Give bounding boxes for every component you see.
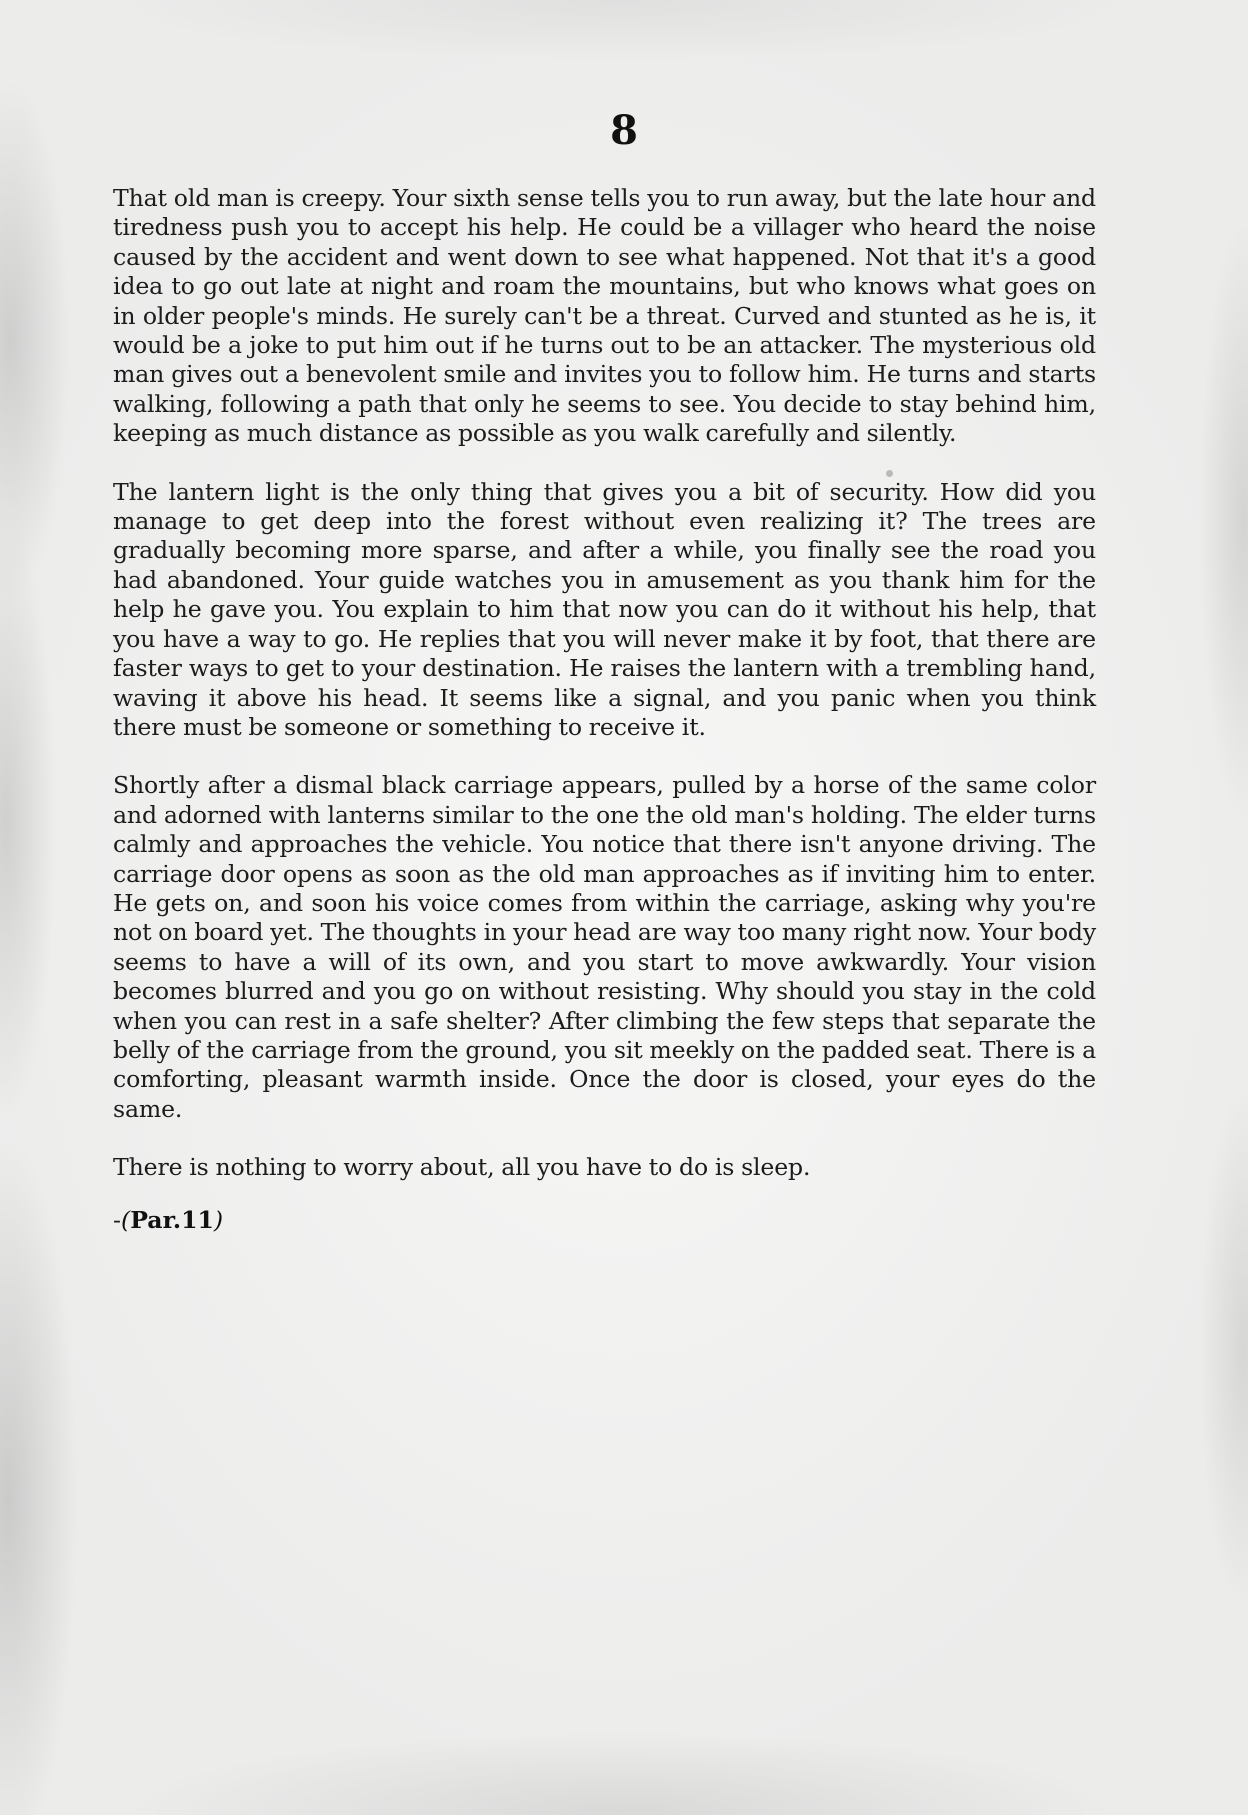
reference-open-paren: ( — [120, 1205, 131, 1234]
paragraph-reference — [113, 1206, 1096, 1235]
story-text — [113, 184, 1096, 1235]
paragraph-2: The lantern light is the only thing that gives you a bit of security. How did you manage to get deep into the forest without even realizing it? The trees are gradually becoming more sparse, and after a while, you finally see the road you had abandoned. Your guide watches you in amusement as you thank him for the help he gave you. You explain to him that now you can do it without his help, that you have a way to go. He replies that you will never make it by foot, that there are faster ways to get to your destination. He raises the lantern with a trembling hand, waving it above his head. It seems like a signal, and you panic when you think there must be someone or something to receive it. — [113, 477, 1096, 741]
go-to-paragraph-link[interactable] — [121, 1206, 223, 1234]
section-number: 8 — [610, 107, 638, 154]
reference-close-paren: ) — [213, 1205, 224, 1234]
reference-label: Par.11 — [130, 1205, 214, 1234]
reference-prefix: - — [113, 1205, 121, 1234]
paragraph-3: Shortly after a dismal black carriage appears, pulled by a horse of the same color and adorned with lanterns similar to the one the old man's holding. The elder turns calmly and approaches the vehicle. You notice that there isn't anyone driving. The carriage door opens as soon as the old man approaches as if inviting him to enter. He gets on, and soon his voice comes from within the carriage, asking why you're not on board yet. The thoughts in your head are way too many right now. Your body seems to have a will of its own, and you start to move awkwardly. Your vision becomes blurred and you go on without resisting. Why should you stay in the cold when you can rest in a safe shelter? After climbing the few steps that separate the belly of the carriage from the ground, you sit meekly on the padded seat. There is a comforting, pleasant warmth inside. Once the door is closed, your eyes do the same. — [113, 771, 1096, 1123]
paragraph-1: That old man is creepy. Your sixth sense tells you to run away, but the late hour and tiredness push you to accept his help. He could be a villager who heard the noise caused by the accident and went down to see what happened. Not that it's a good idea to go out late at night and roam the mountains, but who knows what goes on in older people's minds. He surely can't be a threat. Curved and stunted as he is, it would be a joke to put him out if he turns out to be an attacker. The mysterious old man gives out a benevolent smile and invites you to follow him. He turns and starts walking, following a path that only he seems to see. You decide to stay behind him, keeping as much distance as possible as you walk carefully and silently. — [113, 184, 1096, 448]
paragraph-4: There is nothing to worry about, all you have to do is sleep. — [113, 1153, 811, 1182]
